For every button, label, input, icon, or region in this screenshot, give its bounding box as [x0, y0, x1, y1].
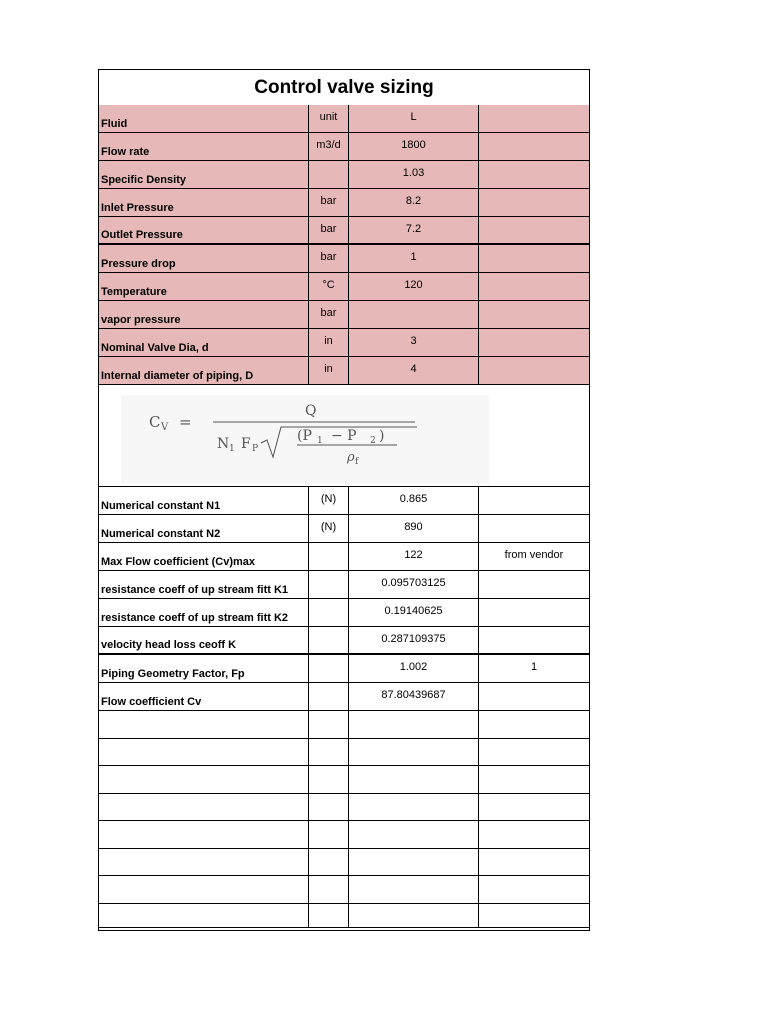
table-row: [99, 189, 589, 217]
cell-label[interactable]: [99, 161, 309, 189]
cell-value[interactable]: [349, 543, 479, 571]
cell-value-text: 1.002: [399, 661, 428, 673]
cell-label[interactable]: [99, 273, 309, 301]
cell-note[interactable]: [479, 245, 589, 273]
cell-note[interactable]: [479, 821, 589, 849]
cell-unit-text: bar: [320, 307, 337, 319]
cell-value[interactable]: [349, 655, 479, 683]
cell-label[interactable]: [99, 189, 309, 217]
table-row: [99, 161, 589, 189]
cell-value-text: 4: [410, 363, 417, 375]
cell-unit[interactable]: [309, 329, 349, 357]
cell-unit-text: °C: [322, 279, 335, 291]
cell-note[interactable]: [479, 133, 589, 161]
cell-value-text: 0.865: [399, 493, 428, 505]
cell-value[interactable]: [349, 849, 479, 877]
table-row: [99, 543, 589, 571]
cell-value-text: 87.80439687: [381, 689, 446, 701]
cell-note[interactable]: [479, 329, 589, 357]
cell-label[interactable]: [99, 133, 309, 161]
cell-unit[interactable]: [309, 217, 349, 245]
cell-note[interactable]: [479, 217, 589, 245]
cell-label-text: Pressure drop: [101, 258, 176, 270]
cell-value-text: 120: [404, 279, 423, 291]
cell-label-text: Numerical constant N1: [101, 500, 221, 512]
cell-value[interactable]: [349, 821, 479, 849]
cell-label-text: Fluid: [101, 118, 128, 130]
cell-note[interactable]: [479, 301, 589, 329]
cell-unit-text: in: [324, 363, 333, 375]
table-row: [99, 711, 589, 739]
cell-unit[interactable]: [309, 133, 349, 161]
formula-area: [99, 381, 589, 487]
cell-unit[interactable]: [309, 105, 349, 133]
cell-label-text: vapor pressure: [101, 314, 181, 326]
spreadsheet-table: [98, 69, 590, 931]
cell-label-text: Flow coefficient Cv: [101, 696, 202, 708]
table-row: [99, 133, 589, 161]
cell-unit[interactable]: [309, 711, 349, 739]
cell-label[interactable]: [99, 301, 309, 329]
cell-unit[interactable]: [309, 904, 349, 928]
cell-label[interactable]: [99, 105, 309, 133]
cell-value-text: 7.2: [405, 223, 422, 235]
cell-label[interactable]: [99, 794, 309, 822]
cell-note[interactable]: [479, 599, 589, 627]
cell-label-text: Specific Density: [101, 174, 186, 186]
cell-note[interactable]: [479, 189, 589, 217]
cell-value[interactable]: [349, 329, 479, 357]
cell-value[interactable]: [349, 599, 479, 627]
cell-label[interactable]: [99, 487, 309, 515]
cell-unit[interactable]: [309, 487, 349, 515]
table-row: [99, 599, 589, 627]
table-row: [99, 301, 589, 329]
cell-label[interactable]: [99, 849, 309, 877]
table-row: [99, 217, 589, 245]
cell-note-text: from vendor: [504, 549, 564, 561]
sheet-title: Control valve sizing: [99, 70, 589, 106]
cell-label[interactable]: [99, 766, 309, 794]
cell-label-text: Outlet Pressure: [101, 229, 183, 241]
cell-label[interactable]: [99, 655, 309, 683]
cell-unit[interactable]: [309, 301, 349, 329]
cell-unit[interactable]: [309, 273, 349, 301]
cell-label-text: resistance coeff of up stream fitt K2: [101, 612, 289, 624]
cell-label-text: Temperature: [101, 286, 167, 298]
cell-value[interactable]: [349, 515, 479, 543]
cell-label[interactable]: [99, 711, 309, 739]
cell-value[interactable]: [349, 711, 479, 739]
cell-value-text: 0.287109375: [381, 633, 446, 645]
cell-value[interactable]: [349, 627, 479, 655]
formula-p2-sub: 2: [370, 436, 376, 446]
cell-value[interactable]: [349, 904, 479, 928]
cell-unit[interactable]: [309, 245, 349, 273]
table-row: [99, 849, 589, 877]
cell-value-text: 0.095703125: [381, 577, 446, 589]
cell-unit[interactable]: [309, 161, 349, 189]
cell-value-text: 3: [410, 335, 417, 347]
cell-value[interactable]: [349, 739, 479, 767]
table-row: [99, 487, 589, 515]
table-row: [99, 655, 589, 683]
cell-value-text: 122: [404, 549, 423, 561]
cell-note[interactable]: [479, 105, 589, 133]
cell-label[interactable]: [99, 599, 309, 627]
cell-value[interactable]: [349, 217, 479, 245]
cell-label[interactable]: [99, 329, 309, 357]
cell-label[interactable]: [99, 683, 309, 711]
cell-unit[interactable]: [309, 849, 349, 877]
cell-unit[interactable]: [309, 515, 349, 543]
cell-label-text: Internal diameter of piping, D: [101, 370, 254, 382]
cell-unit[interactable]: [309, 794, 349, 822]
formula-n-sub: 1: [229, 444, 235, 454]
cell-value[interactable]: [349, 301, 479, 329]
cell-label[interactable]: [99, 515, 309, 543]
cell-note[interactable]: [479, 515, 589, 543]
cell-note[interactable]: [479, 904, 589, 928]
cell-value[interactable]: [349, 683, 479, 711]
table-row: [99, 683, 589, 711]
cell-value-text: 890: [404, 521, 423, 533]
formula-numerator: Q: [305, 403, 317, 419]
cell-unit-text: unit: [319, 111, 338, 123]
cell-label[interactable]: [99, 904, 309, 928]
cell-label-text: Max Flow coefficient (Cv)max: [101, 556, 256, 568]
cell-value[interactable]: [349, 794, 479, 822]
cell-note[interactable]: [479, 683, 589, 711]
cell-value-text: 8.2: [405, 195, 422, 207]
table-row: [99, 329, 589, 357]
cell-unit[interactable]: [309, 821, 349, 849]
formula-rho: ρ: [347, 450, 355, 465]
cell-note[interactable]: [479, 794, 589, 822]
formula-f: F: [241, 436, 251, 452]
cell-label[interactable]: [99, 876, 309, 904]
table-row: [99, 904, 589, 928]
cell-label[interactable]: [99, 217, 309, 245]
cell-unit[interactable]: [309, 655, 349, 683]
cell-label[interactable]: [99, 627, 309, 655]
cell-label[interactable]: [99, 821, 309, 849]
table-row: [99, 821, 589, 849]
cell-note[interactable]: [479, 487, 589, 515]
cell-unit-text: bar: [320, 195, 337, 207]
cell-unit-text: in: [324, 335, 333, 347]
cell-unit[interactable]: [309, 543, 349, 571]
formula-lhs: C: [149, 413, 161, 431]
cell-note[interactable]: [479, 876, 589, 904]
cell-value[interactable]: [349, 105, 479, 133]
cell-value[interactable]: [349, 161, 479, 189]
formula-n: N: [217, 436, 230, 452]
cv-formula-image: [121, 395, 489, 483]
cell-note[interactable]: [479, 161, 589, 189]
formula-f-sub: P: [252, 444, 259, 454]
cell-value[interactable]: [349, 766, 479, 794]
cell-label-text: Inlet Pressure: [101, 202, 174, 214]
cell-value[interactable]: [349, 245, 479, 273]
cell-label-text: Nominal Valve Dia, d: [101, 342, 209, 354]
cell-unit-text: (N): [320, 493, 337, 505]
cell-label-text: resistance coeff of up stream fitt K1: [101, 584, 289, 596]
cell-note[interactable]: [479, 711, 589, 739]
formula-p1: (P: [297, 428, 312, 444]
cell-value-text: 1: [410, 251, 417, 263]
cell-note-text: 1: [530, 661, 538, 673]
table-row: [99, 876, 589, 904]
cell-unit[interactable]: [309, 683, 349, 711]
table-row: [99, 245, 589, 273]
cell-label[interactable]: [99, 543, 309, 571]
table-row: [99, 273, 589, 301]
cell-value[interactable]: [349, 876, 479, 904]
cell-note[interactable]: [479, 849, 589, 877]
cell-label[interactable]: [99, 739, 309, 767]
table-row: [99, 794, 589, 822]
cell-label-text: velocity head loss ceoff K: [101, 639, 237, 651]
cell-unit-text: (N): [320, 521, 337, 533]
cell-note[interactable]: [479, 571, 589, 599]
cell-value[interactable]: [349, 571, 479, 599]
cell-unit-text: m3/d: [316, 139, 341, 151]
cell-label-text: Numerical constant N2: [101, 528, 221, 540]
cell-unit[interactable]: [309, 189, 349, 217]
table-row: [99, 105, 589, 133]
cell-note[interactable]: [479, 766, 589, 794]
cell-label-text: Piping Geometry Factor, Fp: [101, 668, 245, 680]
cell-value-text: L: [410, 111, 417, 123]
cell-unit[interactable]: [309, 876, 349, 904]
cell-unit[interactable]: [309, 571, 349, 599]
cell-label[interactable]: [99, 571, 309, 599]
formula-close: ): [379, 428, 385, 444]
formula-minus: − P: [331, 428, 357, 444]
cell-note[interactable]: [479, 655, 589, 683]
cell-value-text: 0.19140625: [384, 605, 443, 617]
cell-value[interactable]: [349, 133, 479, 161]
formula-rho-sub: f: [355, 457, 359, 467]
cell-label[interactable]: [99, 245, 309, 273]
cell-unit[interactable]: [309, 627, 349, 655]
table-row: [99, 515, 589, 543]
table-row: [99, 627, 589, 655]
cell-note[interactable]: [479, 543, 589, 571]
cell-value-text: 1.03: [402, 167, 425, 179]
cell-unit-text: bar: [320, 223, 337, 235]
formula-eq: =: [179, 413, 192, 431]
cell-note[interactable]: [479, 273, 589, 301]
cell-unit-text: bar: [320, 251, 337, 263]
cell-label-text: Flow rate: [101, 146, 150, 158]
table-row: [99, 571, 589, 599]
formula-p1-sub: 1: [317, 436, 323, 446]
table-row: [99, 739, 589, 767]
cell-note[interactable]: [479, 739, 589, 767]
cell-value-text: 1800: [401, 139, 426, 151]
cell-value[interactable]: [349, 487, 479, 515]
cell-note[interactable]: [479, 627, 589, 655]
table-row: [99, 766, 589, 794]
cell-unit[interactable]: [309, 599, 349, 627]
cell-unit[interactable]: [309, 766, 349, 794]
cell-unit[interactable]: [309, 739, 349, 767]
cell-value[interactable]: [349, 189, 479, 217]
cell-value[interactable]: [349, 273, 479, 301]
formula-lhs-sub: V: [161, 422, 169, 433]
